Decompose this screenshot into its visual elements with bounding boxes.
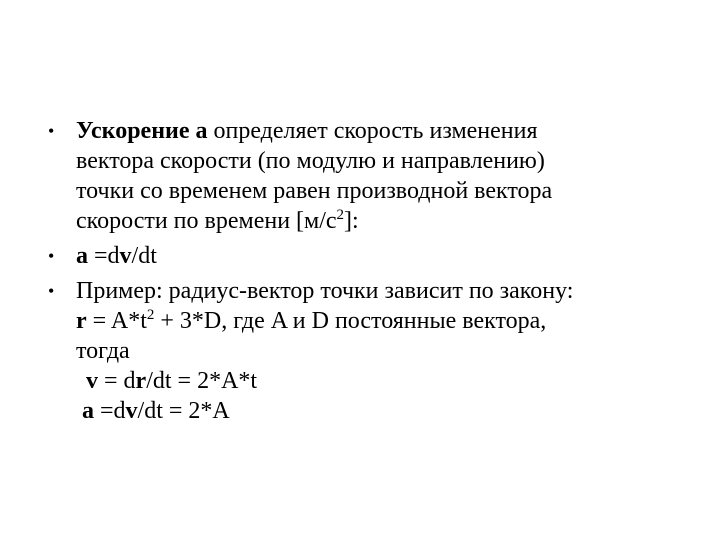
accel-eq-2: /dt = 2*A	[137, 398, 230, 424]
symbol-a: а	[195, 118, 208, 144]
formula-symbol-a: а	[76, 243, 88, 269]
example-symbol-r: r	[76, 308, 87, 334]
accel-eq-1: =d	[94, 398, 126, 424]
velocity-symbol-r: r	[135, 368, 147, 394]
velocity-eq-1: = d	[98, 368, 136, 394]
definition-line-2: вектора скорости (по модулю и направлению)	[76, 148, 545, 174]
formula-eq: =d	[88, 243, 120, 269]
accel-symbol-a: a	[82, 398, 94, 424]
definition-line-1	[76, 116, 678, 146]
bullet-dot-icon: •	[48, 246, 55, 266]
bullet-list	[48, 116, 678, 431]
example-velocity-line	[76, 366, 678, 396]
definition-line-1-rest: определяет скорость изменения	[207, 118, 538, 144]
bullet-acceleration-definition	[48, 116, 678, 236]
example-acceleration-line	[76, 396, 678, 426]
formula-symbol-v: v	[119, 243, 132, 269]
definition-line-4-pre: скорости по времени [м/с	[76, 208, 337, 234]
formula-rest: /dt	[131, 243, 157, 269]
accel-symbol-v: v	[125, 398, 138, 424]
bullet-dot-icon: •	[48, 281, 55, 301]
example-eq-post: + 3*D, где A и D постоянные вектора,	[154, 308, 547, 334]
example-line-3: тогда	[76, 338, 130, 364]
example-line-2	[76, 306, 678, 336]
example-eq-pre: = A*t	[86, 308, 147, 334]
example-exponent: 2	[146, 307, 155, 323]
term-acceleration: Ускорение	[76, 118, 190, 144]
units-exponent: 2	[336, 207, 345, 223]
definition-line-3: точки со временем равен производной вектора	[76, 178, 553, 204]
example-line-1: Пример: радиус-вектор точки зависит по закону:	[76, 278, 574, 304]
velocity-eq-2: /dt = 2*A*t	[146, 368, 258, 394]
definition-line-4	[76, 206, 678, 236]
bullet-example	[48, 276, 678, 426]
formula-line	[76, 241, 678, 271]
bullet-dot-icon: •	[48, 121, 55, 141]
velocity-symbol-v: v	[86, 368, 98, 394]
bullet-acceleration-formula	[48, 241, 678, 271]
definition-line-4-post: ]:	[344, 208, 359, 234]
